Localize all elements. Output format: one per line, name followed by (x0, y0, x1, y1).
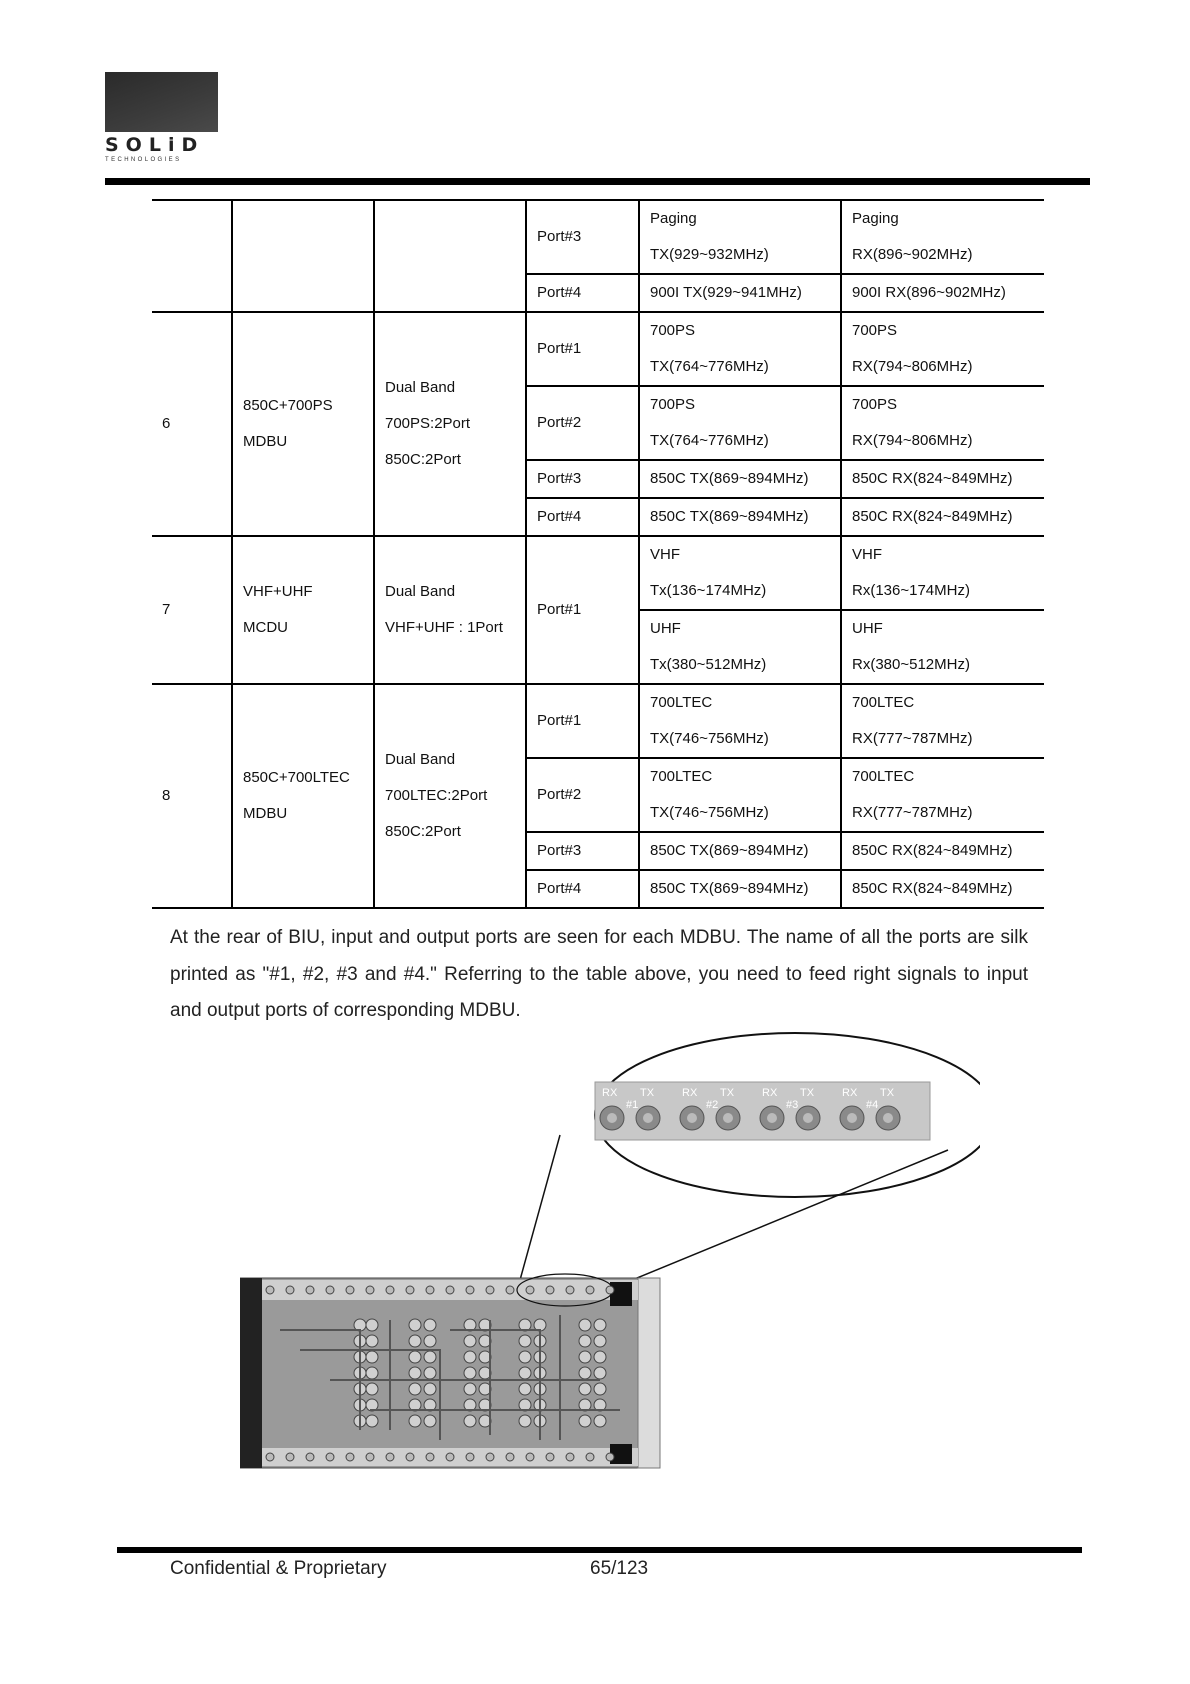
connector-label: #2 (706, 1099, 719, 1111)
connector-label: #3 (786, 1099, 799, 1111)
rx-cell: 850C RX(824~849MHz) (841, 832, 1044, 870)
chassis-connector (606, 1453, 614, 1461)
chassis-connector (286, 1453, 294, 1461)
chassis-connector (306, 1453, 314, 1461)
chassis-connector (579, 1367, 591, 1379)
chassis-connector (594, 1415, 606, 1427)
chassis-connector (446, 1453, 454, 1461)
no-cell (152, 200, 232, 312)
chassis-connector (586, 1286, 594, 1294)
chassis-connector (579, 1351, 591, 1363)
chassis-connector (409, 1351, 421, 1363)
tx-cell: 850C TX(869~894MHz) (639, 460, 841, 498)
model-cell: 850C+700PS MDBU (232, 312, 374, 536)
chassis-connector (426, 1286, 434, 1294)
chassis-connector (464, 1367, 476, 1379)
chassis-connector (346, 1453, 354, 1461)
chassis-connector (579, 1383, 591, 1395)
chassis-connector (519, 1367, 531, 1379)
body-paragraph: At the rear of BIU, input and output ports are seen for each MDBU. The name of all the ports are silk printed as "#1, #2, #3 and #4." Referring to the table above, you need to feed right signals to input and output ports of corresponding MDBU. (170, 927, 1028, 1021)
callout-pointer-right (620, 1150, 948, 1285)
chassis-connector (546, 1453, 554, 1461)
zoomed-connector-pin (883, 1113, 893, 1123)
zoomed-connector-pin (767, 1113, 777, 1123)
biu-rear-figure (240, 1030, 980, 1480)
chassis-connector (424, 1367, 436, 1379)
chassis-connector (464, 1351, 476, 1363)
header-rule (105, 178, 1090, 185)
connector-label: TX (720, 1087, 735, 1099)
chassis-connector (366, 1383, 378, 1395)
port-cell: Port#3 (526, 200, 639, 274)
connector-label: RX (842, 1087, 858, 1099)
chassis-connector (486, 1286, 494, 1294)
rx-cell: 900I RX(896~902MHz) (841, 274, 1044, 312)
tx-cell: Paging TX(929~932MHz) (639, 200, 841, 274)
rx-cell: 700PS RX(794~806MHz) (841, 386, 1044, 460)
tx-cell: VHF Tx(136~174MHz) (639, 536, 841, 610)
band-cell (374, 200, 526, 312)
logo-subtitle: TECHNOLOGIES (105, 157, 182, 163)
company-logo (105, 72, 218, 167)
zoomed-connector-pin (607, 1113, 617, 1123)
logo-square (105, 72, 218, 132)
footer-rule (117, 1547, 1082, 1553)
connector-label: RX (602, 1087, 618, 1099)
chassis-connector (426, 1453, 434, 1461)
chassis-connector (346, 1286, 354, 1294)
chassis-connector (366, 1367, 378, 1379)
connector-label: TX (640, 1087, 655, 1099)
chassis-connector (506, 1453, 514, 1461)
chassis-connector (579, 1319, 591, 1331)
port-cell: Port#4 (526, 274, 639, 312)
chassis-connector (424, 1415, 436, 1427)
chassis-connector (594, 1367, 606, 1379)
chassis-connector (594, 1383, 606, 1395)
no-cell: 8 (152, 684, 232, 908)
chassis-connector (409, 1335, 421, 1347)
page-number: 65/123 (590, 1558, 649, 1579)
table-row (152, 312, 1044, 386)
chassis-connector (464, 1415, 476, 1427)
rx-cell: VHF Rx(136~174MHz) (841, 536, 1044, 610)
chassis-connector (594, 1351, 606, 1363)
chassis-connector (464, 1383, 476, 1395)
port-table (152, 199, 1044, 909)
chassis-connector (409, 1415, 421, 1427)
tx-cell: UHF Tx(380~512MHz) (639, 610, 841, 684)
chassis-connector (466, 1453, 474, 1461)
chassis-connector (464, 1335, 476, 1347)
port-cell: Port#2 (526, 758, 639, 832)
rx-cell: 700LTEC RX(777~787MHz) (841, 684, 1044, 758)
chassis-connector (326, 1286, 334, 1294)
chassis-connector (366, 1319, 378, 1331)
chassis-connector (326, 1453, 334, 1461)
zoomed-connector-pin (803, 1113, 813, 1123)
model-cell: VHF+UHF MCDU (232, 536, 374, 684)
chassis-connector (386, 1286, 394, 1294)
footer-confidential: Confidential & Proprietary (170, 1558, 387, 1579)
chassis-connector (606, 1286, 614, 1294)
port-cell: Port#4 (526, 870, 639, 908)
chassis-connector (366, 1415, 378, 1427)
chassis-right-rack-ear (638, 1278, 660, 1468)
chassis-connector (409, 1383, 421, 1395)
table-row (152, 200, 1044, 274)
chassis-connector (366, 1453, 374, 1461)
chassis-connector (519, 1351, 531, 1363)
zoomed-connector-pin (687, 1113, 697, 1123)
tx-cell: 700LTEC TX(746~756MHz) (639, 758, 841, 832)
chassis-connector (366, 1351, 378, 1363)
chassis-connector (486, 1453, 494, 1461)
chassis-connector (526, 1286, 534, 1294)
logo-wordmark: SOLiD (105, 134, 205, 156)
connector-label: RX (762, 1087, 778, 1099)
chassis-connector (519, 1415, 531, 1427)
rx-cell: 700PS RX(794~806MHz) (841, 312, 1044, 386)
chassis-connector (506, 1286, 514, 1294)
tx-cell: 850C TX(869~894MHz) (639, 498, 841, 536)
connector-label: TX (800, 1087, 815, 1099)
chassis-connector (546, 1286, 554, 1294)
band-cell: Dual Band 700LTEC:2Port 850C:2Port (374, 684, 526, 908)
chassis-connector (566, 1453, 574, 1461)
model-cell: 850C+700LTEC MDBU (232, 684, 374, 908)
port-cell: Port#1 (526, 312, 639, 386)
chassis-connector (526, 1453, 534, 1461)
rx-cell: 850C RX(824~849MHz) (841, 498, 1044, 536)
chassis-connector (409, 1319, 421, 1331)
chassis-connector (406, 1286, 414, 1294)
connector-label: #4 (866, 1099, 879, 1111)
connector-label: RX (682, 1087, 698, 1099)
chassis-connector (286, 1286, 294, 1294)
chassis-connector (366, 1286, 374, 1294)
chassis-connector (266, 1453, 274, 1461)
chassis-connector (386, 1453, 394, 1461)
rx-cell: UHF Rx(380~512MHz) (841, 610, 1044, 684)
port-cell: Port#3 (526, 460, 639, 498)
port-cell: Port#2 (526, 386, 639, 460)
band-cell: Dual Band 700PS:2Port 850C:2Port (374, 312, 526, 536)
chassis-connector (579, 1335, 591, 1347)
rx-cell: Paging RX(896~902MHz) (841, 200, 1044, 274)
zoomed-connector-pin (723, 1113, 733, 1123)
table-row (152, 684, 1044, 758)
port-cell: Port#3 (526, 832, 639, 870)
chassis-connector (406, 1453, 414, 1461)
rx-cell: 850C RX(824~849MHz) (841, 870, 1044, 908)
chassis-connector (579, 1415, 591, 1427)
chassis-left-rack-ear (240, 1278, 262, 1468)
band-cell: Dual Band VHF+UHF : 1Port (374, 536, 526, 684)
tx-cell: 700LTEC TX(746~756MHz) (639, 684, 841, 758)
port-cell: Port#4 (526, 498, 639, 536)
port-cell: Port#1 (526, 536, 639, 684)
tx-cell: 700PS TX(764~776MHz) (639, 312, 841, 386)
chassis-connector (424, 1335, 436, 1347)
chassis-connector (424, 1351, 436, 1363)
rx-cell: 700LTEC RX(777~787MHz) (841, 758, 1044, 832)
tx-cell: 850C TX(869~894MHz) (639, 832, 841, 870)
biu-rear-illustration (240, 1030, 980, 1480)
chassis-connector (424, 1383, 436, 1395)
chassis-connector (594, 1319, 606, 1331)
zoomed-connector-pin (643, 1113, 653, 1123)
chassis-connector (366, 1335, 378, 1347)
tx-cell: 900I TX(929~941MHz) (639, 274, 841, 312)
chassis-connector (566, 1286, 574, 1294)
chassis-connector (306, 1286, 314, 1294)
chassis-connector (466, 1286, 474, 1294)
power-connector (610, 1282, 632, 1306)
chassis-connector (424, 1319, 436, 1331)
rx-cell: 850C RX(824~849MHz) (841, 460, 1044, 498)
tx-cell: 850C TX(869~894MHz) (639, 870, 841, 908)
connector-label: TX (880, 1087, 895, 1099)
chassis-connector (519, 1335, 531, 1347)
connector-label: #1 (626, 1099, 639, 1111)
chassis-connector (446, 1286, 454, 1294)
table-row (152, 536, 1044, 610)
chassis-connector (266, 1286, 274, 1294)
chassis-connector (594, 1335, 606, 1347)
tx-cell: 700PS TX(764~776MHz) (639, 386, 841, 460)
chassis-connector (519, 1383, 531, 1395)
port-cell: Port#1 (526, 684, 639, 758)
chassis-connector (409, 1367, 421, 1379)
chassis-connector (586, 1453, 594, 1461)
no-cell: 7 (152, 536, 232, 684)
no-cell: 6 (152, 312, 232, 536)
zoomed-connector-pin (847, 1113, 857, 1123)
model-cell (232, 200, 374, 312)
callout-pointer-left (520, 1135, 560, 1280)
